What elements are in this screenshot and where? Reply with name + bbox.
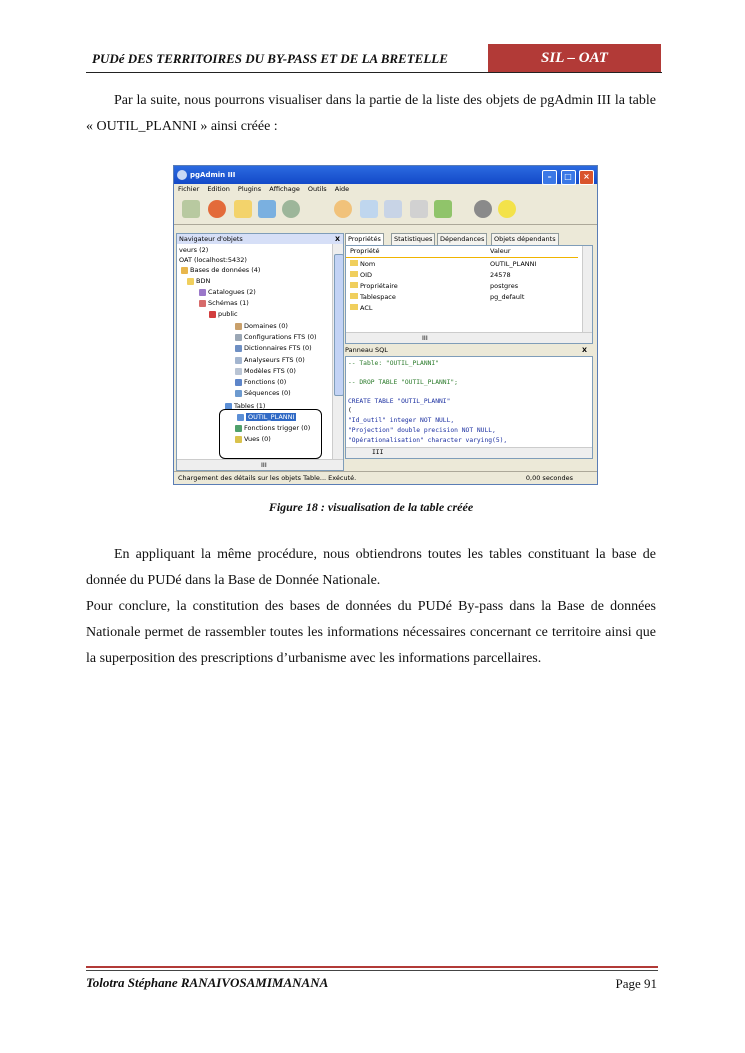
properties-header: Propriété Valeur	[346, 246, 578, 258]
fts-parser-icon	[235, 357, 242, 364]
property-row[interactable]: OID 24578	[346, 270, 578, 281]
tree-node[interactable]: Schémas (1)	[199, 299, 249, 308]
fts-dictionary-icon	[235, 345, 242, 352]
tree-node[interactable]: Domaines (0)	[235, 322, 288, 331]
menu-plugins[interactable]: Plugins	[237, 185, 262, 193]
status-time: 0,00 secondes	[525, 474, 573, 482]
footer-author: Tolotra Stéphane RANAIVOSAMIMANANA	[86, 975, 329, 990]
property-row[interactable]: Nom OUTIL_PLANNI	[346, 259, 578, 270]
tree-node[interactable]: Dictionnaires FTS (0)	[235, 344, 312, 353]
highlight-annotation	[219, 409, 322, 459]
tree-node[interactable]: OAT (localhost:5432)	[179, 256, 247, 264]
paragraph-conclusion: Pour conclure, la constitution des bases de données du PUDé By-pass dans la Base de données Nationale permet de rassembler toutes les informations nécessaires concernant ce territoire ainsi que la superposition des prescriptions d’urbanisme avec les informations parcellaires.	[86, 599, 656, 666]
sql-line: "Projection" double precision NOT NULL,	[348, 427, 496, 434]
sql-line: "Id_outil" integer NOT NULL,	[348, 417, 455, 424]
footer-divider	[86, 966, 658, 968]
menu-aide[interactable]: Aide	[334, 185, 350, 193]
properties-hscroll[interactable]: III	[346, 332, 592, 343]
sequence-icon	[235, 390, 242, 397]
sql-line: -- DROP TABLE "OUTIL_PLANNI";	[348, 379, 458, 386]
maintenance-icon[interactable]	[410, 200, 428, 218]
window-title: pgAdmin III	[190, 171, 236, 179]
properties-vscroll[interactable]	[582, 246, 592, 332]
view-data-icon[interactable]	[360, 200, 378, 218]
navigator-close-icon[interactable]: X	[334, 235, 340, 243]
footer-divider-thin	[86, 970, 658, 971]
sql-close-icon[interactable]: X	[581, 346, 587, 354]
navigator-header	[177, 234, 343, 244]
tree-node[interactable]: Modèles FTS (0)	[235, 367, 296, 376]
elephant-icon	[177, 170, 187, 180]
fts-config-icon	[235, 334, 242, 341]
object-navigator	[176, 233, 344, 471]
sql-line: CREATE TABLE "OUTIL_PLANNI"	[348, 398, 451, 405]
minimize-icon[interactable]: –	[542, 170, 557, 185]
database-icon	[187, 278, 194, 285]
connect-icon[interactable]	[182, 200, 200, 218]
schemas-icon	[199, 300, 206, 307]
tree-node[interactable]: BDN	[187, 277, 210, 286]
footer-page-number: Page 91	[615, 976, 657, 991]
menu-affichage[interactable]: Affichage	[269, 185, 300, 193]
tree-node[interactable]: Tables (1)	[225, 402, 265, 411]
detail-pane	[345, 233, 593, 456]
tree-node[interactable]: Catalogues (2)	[199, 288, 256, 297]
filter-icon[interactable]	[384, 200, 402, 218]
database-group-icon	[181, 267, 188, 274]
menu-edition[interactable]: Edition	[207, 185, 230, 193]
tab-objets-dependants[interactable]: Objets dépendants	[491, 233, 559, 245]
help-icon[interactable]	[498, 200, 516, 218]
header-title: PUDé DES TERRITOIRES DU BY-PASS ET DE LA BRETELLE	[92, 51, 448, 66]
tree-node[interactable]: Séquences (0)	[235, 389, 291, 398]
menubar	[174, 184, 597, 194]
tree-node[interactable]: Fonctions (0)	[235, 378, 286, 387]
tree-node[interactable]: Analyseurs FTS (0)	[235, 356, 305, 365]
tab-dependances[interactable]: Dépendances	[437, 233, 487, 245]
tree-node[interactable]: public	[209, 310, 238, 319]
vscroll-thumb[interactable]	[334, 254, 344, 396]
status-bar	[174, 471, 597, 484]
header-divider	[86, 72, 662, 73]
toolbar	[174, 194, 597, 225]
refresh-icon[interactable]	[208, 200, 226, 218]
properties-icon[interactable]	[234, 200, 252, 218]
sql-hscroll[interactable]: III	[346, 447, 592, 458]
create-icon[interactable]	[258, 200, 276, 218]
maximize-icon[interactable]: □	[561, 170, 576, 185]
sql-line: (	[348, 407, 352, 414]
property-row[interactable]: Tablespace pg_default	[346, 292, 578, 303]
header-badge: SIL – OAT	[488, 44, 661, 72]
delete-icon[interactable]	[282, 200, 300, 218]
tab-proprietes[interactable]: Propriétés	[345, 233, 384, 245]
function-icon	[235, 379, 242, 386]
sql-icon[interactable]	[334, 200, 352, 218]
properties-list	[345, 245, 593, 344]
catalog-icon	[199, 289, 206, 296]
schema-icon	[209, 311, 216, 318]
figure-caption: Figure 18 : visualisation de la table créée	[268, 500, 474, 514]
fts-template-icon	[235, 368, 242, 375]
tree-node[interactable]: Vues (0)	[235, 435, 271, 444]
domain-icon	[235, 323, 242, 330]
navigator-hscroll[interactable]: III	[177, 459, 343, 470]
object-tree	[177, 244, 343, 450]
tree-node[interactable]: Configurations FTS (0)	[235, 333, 317, 342]
status-text: Chargement des détails sur les objets Table... Exécuté.	[178, 474, 357, 482]
sql-panel-title: Panneau SQL	[345, 346, 388, 354]
menu-fichier[interactable]: Fichier	[178, 185, 200, 193]
window-titlebar	[174, 166, 597, 184]
tips-icon[interactable]	[474, 200, 492, 218]
tree-node[interactable]: veurs (2)	[179, 246, 209, 254]
menu-outils[interactable]: Outils	[307, 185, 327, 193]
sql-panel-header	[345, 345, 591, 355]
detail-tabs	[345, 233, 593, 245]
sql-line: "Opérationalisation" character varying(5),	[348, 437, 508, 444]
paragraph-procedure: En appliquant la même procédure, nous obtiendrons toutes les tables constituant la base de donnée du PUDé dans la Base de Donnée Nationale.	[86, 547, 656, 588]
navigator-title: Navigateur d'objets	[179, 235, 243, 243]
tree-node-selected[interactable]: OUTIL_PLANNI	[237, 413, 296, 422]
sql-line: -- Table: "OUTIL_PLANNI"	[348, 360, 439, 367]
property-row[interactable]: ACL	[346, 303, 578, 314]
plugins-icon[interactable]	[434, 200, 452, 218]
pgadmin-screenshot	[173, 165, 598, 485]
sql-panel[interactable]	[345, 356, 593, 459]
tree-node[interactable]: Fonctions trigger (0)	[235, 424, 310, 433]
navigator-vscroll[interactable]	[332, 244, 343, 460]
close-icon[interactable]: ×	[579, 170, 594, 185]
paragraph-intro: Par la suite, nous pourrons visualiser dans la partie de la liste des objets de pgAdmin III la table « OUTIL_PLANNI » ainsi créée :	[86, 93, 656, 134]
tree-node[interactable]: Bases de données (4)	[181, 266, 260, 275]
property-row[interactable]: Propriétaire postgres	[346, 281, 578, 292]
tab-statistiques[interactable]: Statistiques	[391, 233, 435, 245]
